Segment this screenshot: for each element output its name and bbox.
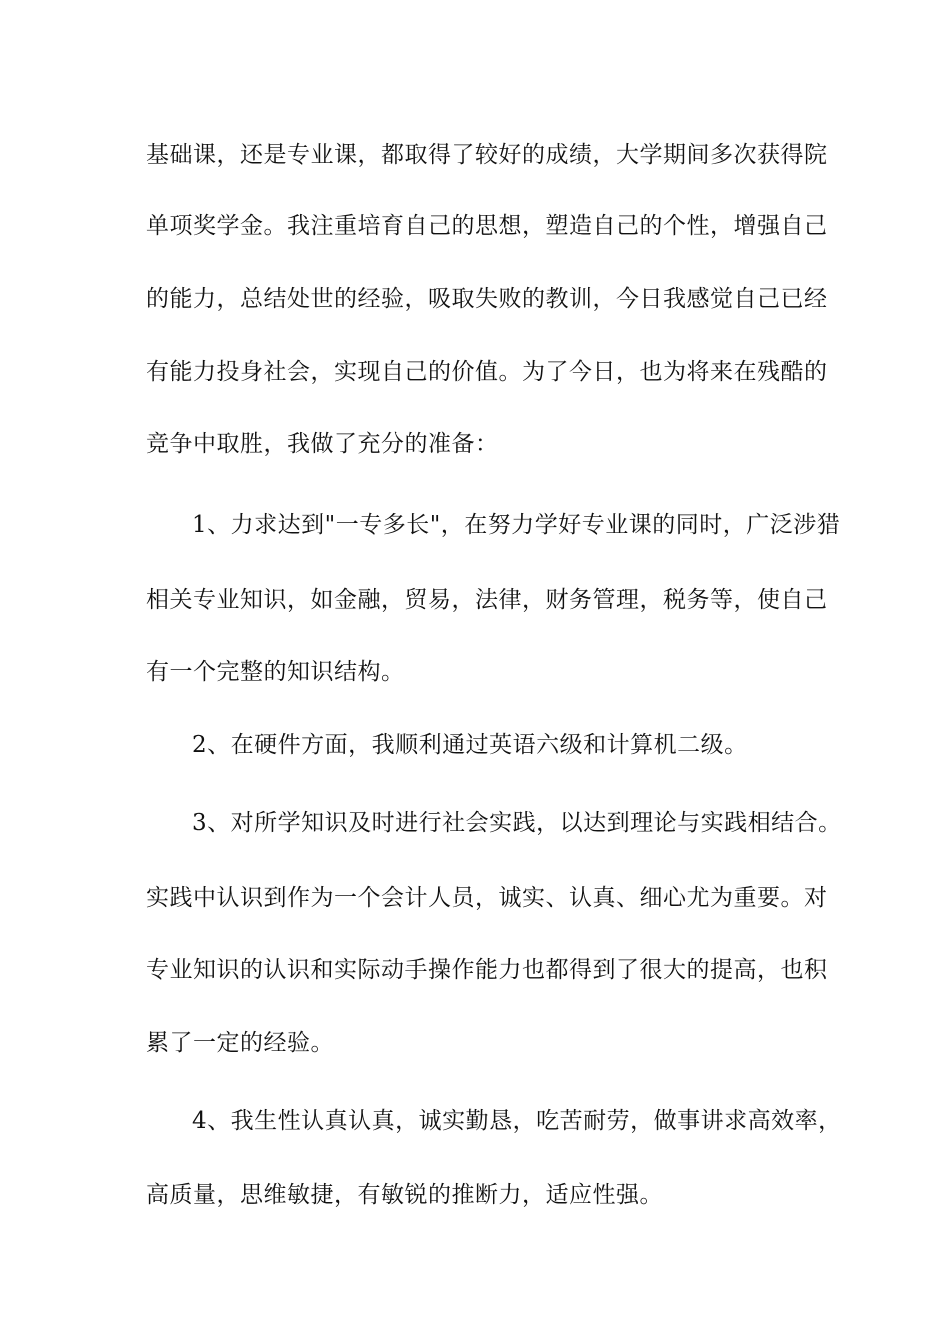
list-item-1-line: 1、力求达到"一专多长"，在努力学好专业课的同时，广泛涉猎	[192, 512, 841, 538]
text-line: 竞争中取胜，我做了充分的准备：	[146, 431, 499, 457]
text-line: 单项奖学金。我注重培育自己的思想，塑造自己的个性，增强自己	[146, 213, 828, 239]
list-item-4-line: 4、我生性认真认真，诚实勤恳，吃苦耐劳，做事讲求高效率，	[192, 1108, 842, 1134]
text-line: 基础课，还是专业课，都取得了较好的成绩，大学期间多次获得院	[146, 142, 828, 168]
text-line: 专业知识的认识和实际动手操作能力也都得到了很大的提高，也积	[146, 957, 828, 983]
text-line: 有能力投身社会，实现自己的价值。为了今日，也为将来在残酷的	[146, 359, 828, 385]
list-item-3-line: 3、对所学知识及时进行社会实践，以达到理论与实践相结合。	[192, 810, 842, 836]
text-line: 实践中认识到作为一个会计人员，诚实、认真、细心尤为重要。对	[146, 885, 828, 911]
text-line: 累了一定的经验。	[146, 1030, 334, 1056]
text-line: 的能力，总结处世的经验，吸取失败的教训，今日我感觉自己已经	[146, 286, 828, 312]
text-line: 相关专业知识，如金融，贸易，法律，财务管理，税务等，使自己	[146, 587, 828, 613]
text-line: 有一个完整的知识结构。	[146, 659, 405, 685]
list-item-2-line: 2、在硬件方面，我顺利通过英语六级和计算机二级。	[192, 732, 748, 758]
text-line: 高质量，思维敏捷，有敏锐的推断力，适应性强。	[146, 1182, 663, 1208]
